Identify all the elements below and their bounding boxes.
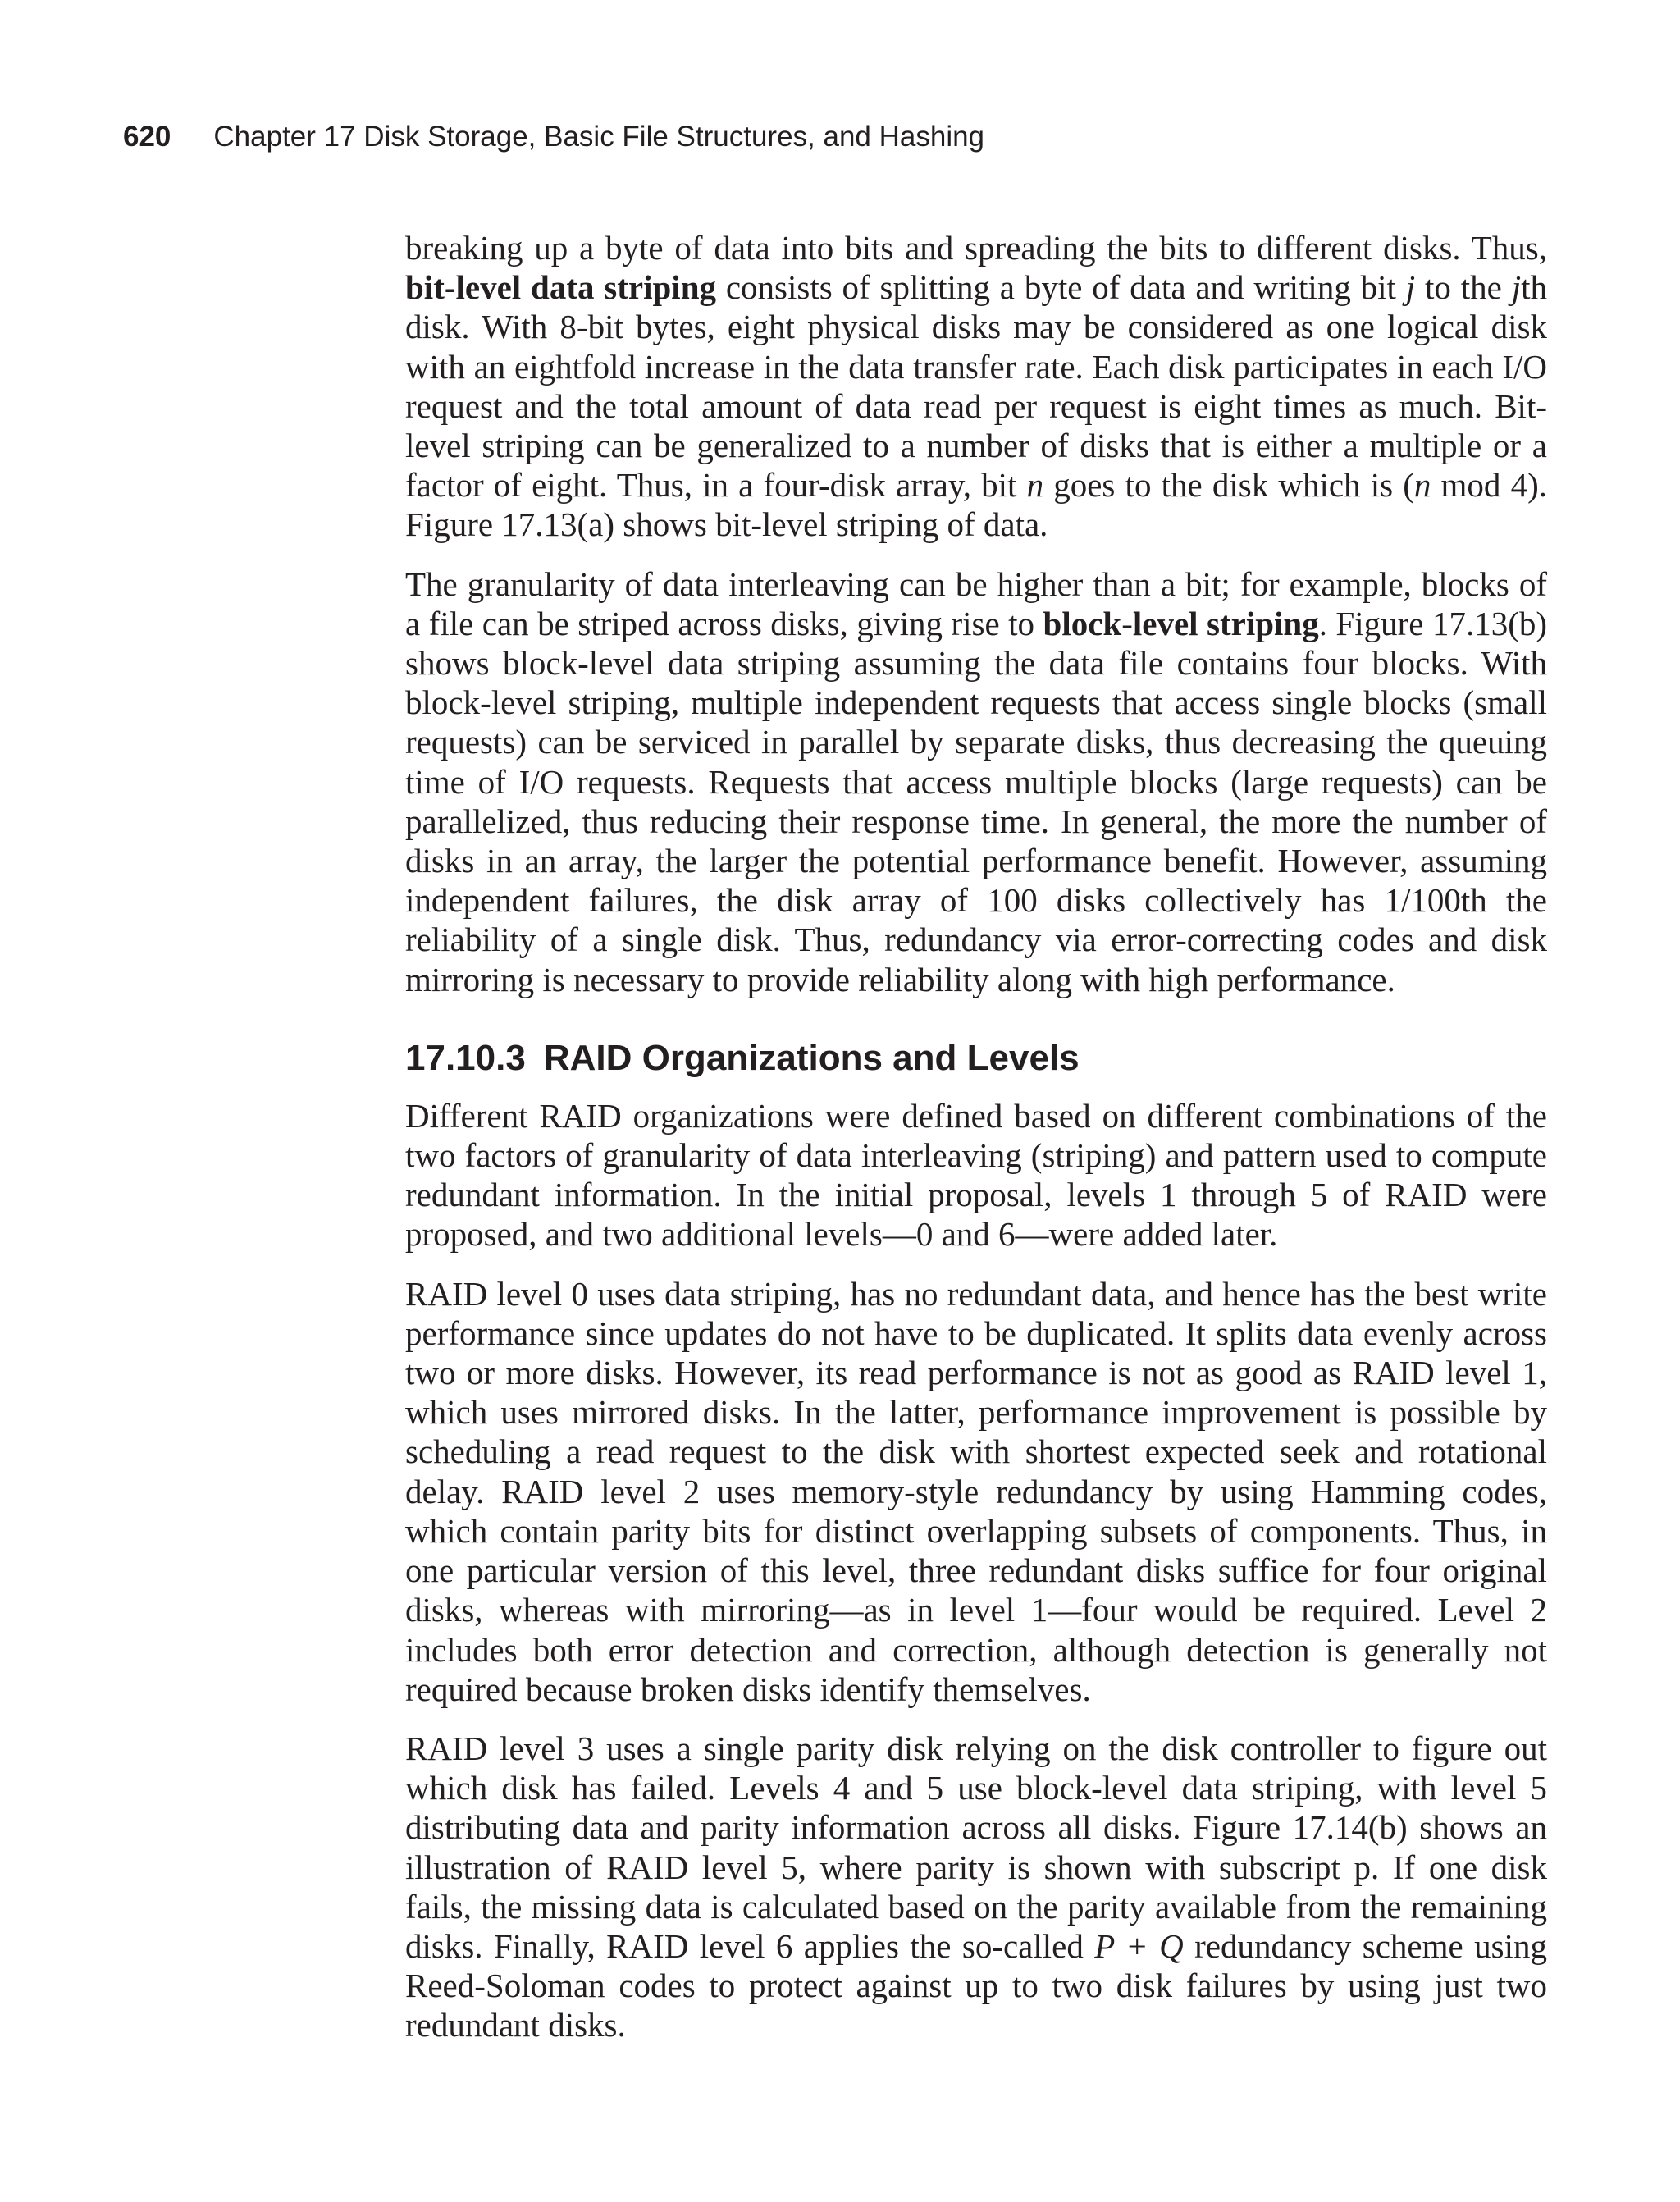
- running-title: Chapter 17 Disk Storage, Basic File Structures, and Hashing: [213, 121, 985, 153]
- text-run: . Figure 17.13(b) shows block-level data striping assuming the data file contains four blocks. With block-level striping, multiple independent requests that access single blocks (small requests) can be serviced in parallel by separate disks, thus decreasing the queuing time of I/O requests. Requests that access multiple blocks (large requests) can be parallelized, thus reducing their response time. In general, the more the number of disks in an array, the larger the potential performance benefit. However, assuming independent failures, the disk array of 100 disks collectively has 1/100th the reliability of a single disk. Thus, redundancy via error-correcting codes and disk mirroring is necessary to provide reliability along with high performance.: [405, 604, 1547, 998]
- text-run: to the: [1415, 268, 1512, 307]
- text-run: th disk. With 8-bit bytes, eight physical disks may be considered as one logical disk with an eightfold increase in the data transfer rate. Each disk participates in each I/O request and the total amount of data read per request is eight times as much. Bit-level striping can be generalized to a number of disks that is either a multiple or a factor of eight. Thus, in a four-disk array, bit: [405, 268, 1548, 505]
- section-heading: [405, 1037, 1547, 1080]
- text-run: mod 4). Figure 17.13(a) shows bit-level striping of data.: [405, 466, 1547, 544]
- section-title: RAID Organizations and Levels: [543, 1037, 1080, 1078]
- paragraph-raid-levels-3-6: [405, 1729, 1547, 2045]
- page-number: 620: [123, 121, 171, 153]
- section-number: 17.10.3: [405, 1037, 526, 1078]
- term-bit-level-data-striping: bit-level data striping: [405, 268, 717, 307]
- paragraph-bit-level-striping: [405, 228, 1547, 545]
- text-run: redundancy scheme using Reed-Soloman codes to protect against up to two disk failures by using just two redundant disks.: [405, 1926, 1547, 2044]
- variable-j: j: [1405, 268, 1416, 307]
- text-run: The granularity of data interleaving can be higher than a bit; for example, blocks of a file can be striped across disks, giving rise to: [405, 564, 1547, 642]
- text-run: breaking up a byte of data into bits and spreading the bits to different disks. Thus,: [405, 229, 1547, 267]
- text-run: goes to the disk which is (: [1043, 466, 1414, 505]
- text-run: RAID level 3 uses a single parity disk relying on the disk controller to figure out which disk has failed. Levels 4 and 5 use block-level data striping, with level 5 distributing data and parity information across all disks. Figure 17.14(b) shows an illustration of RAID level 5, where parity is shown with subscript p. If one disk fails, the missing data is calculated based on the parity available from the remaining disks. Finally, RAID level 6 applies the so-called: [405, 1729, 1547, 1965]
- variable-j: j: [1511, 268, 1522, 307]
- text-run: consists of splitting a byte of data and writing bit: [716, 268, 1406, 307]
- paragraph-raid-organizations: Different RAID organizations were defined based on different combinations of the two factors of granularity of data interleaving (striping) and pattern used to compute redundant information. In the initial proposal, levels 1 through 5 of RAID were proposed, and two additional levels—0 and 6—were added later.: [405, 1096, 1547, 1254]
- formula-p-plus-q: P + Q: [1094, 1926, 1184, 1965]
- paragraph-block-level-striping: [405, 564, 1547, 999]
- paragraph-raid-levels-0-2: RAID level 0 uses data striping, has no redundant data, and hence has the best write performance since updates do not have to be duplicated. It splits data evenly across two or more disks. However, its read performance is not as good as RAID level 1, which uses mirrored disks. In the latter, performance improvement is possible by scheduling a read request to the disk with shortest expected seek and rotational delay. RAID level 2 uses memory-style redundancy by using Hamming codes, which contain parity bits for distinct overlapping subsets of components. Thus, in one particular version of this level, three redundant disks suffice for four original disks, whereas with mirroring—as in level 1—four would be required. Level 2 includes both error detection and correction, although detection is generally not required because broken disks identify themselves.: [405, 1274, 1547, 1708]
- variable-n: n: [1413, 466, 1431, 505]
- running-header: [123, 120, 984, 154]
- page-body: [405, 228, 1547, 2065]
- term-block-level-striping: block-level striping: [1043, 604, 1319, 642]
- variable-n: n: [1026, 466, 1044, 505]
